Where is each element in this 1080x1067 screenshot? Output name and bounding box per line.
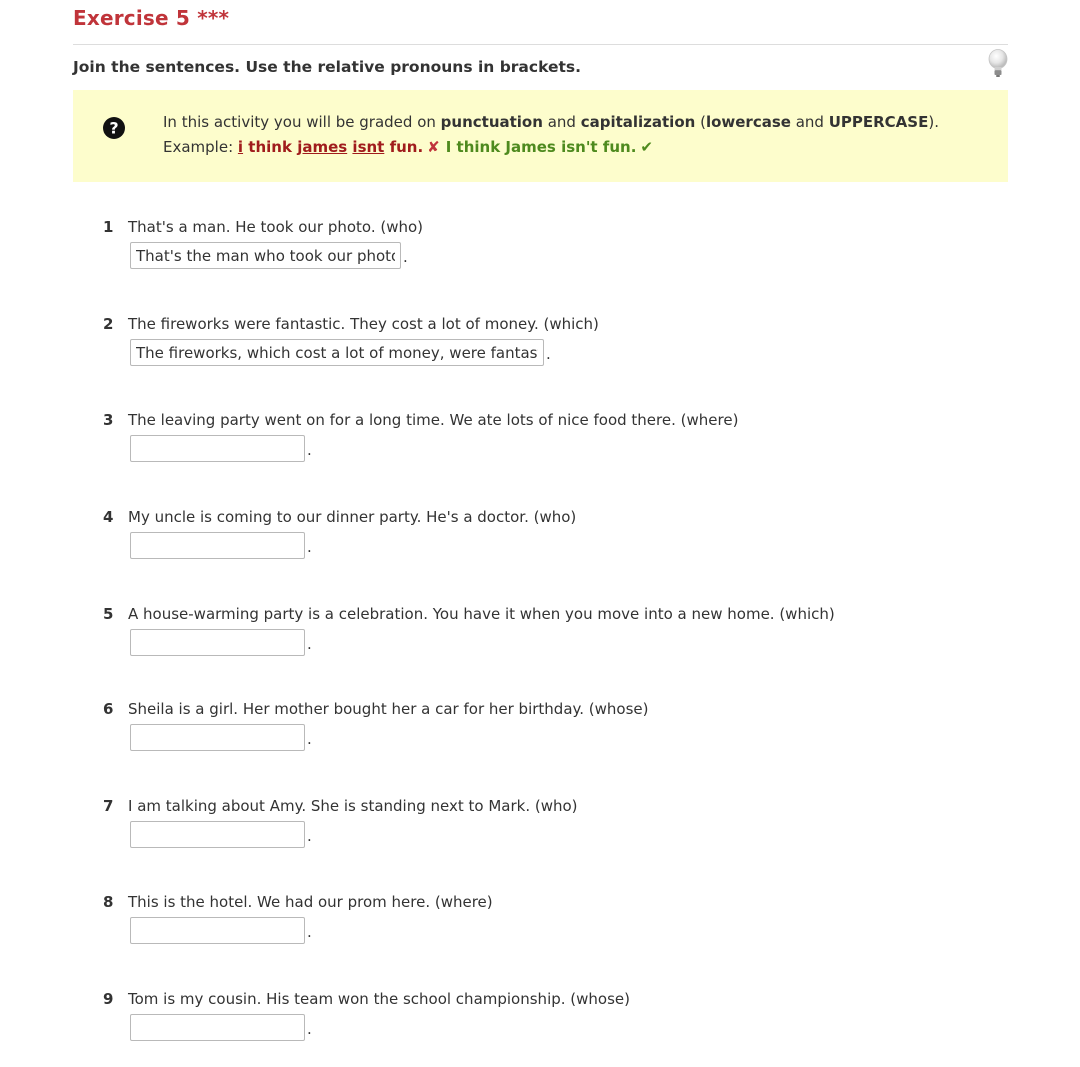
question-4	[0, 508, 1080, 588]
note-open-paren: (	[695, 113, 706, 131]
question-prompt: Sheila is a girl. Her mother bought her a car for her birthday. (whose)	[128, 700, 649, 718]
bad-example	[238, 138, 423, 156]
answer-input-6[interactable]	[130, 724, 305, 751]
answer-input-9[interactable]	[130, 1014, 305, 1041]
answer-input-2[interactable]	[130, 339, 544, 366]
answer-input-3[interactable]	[130, 435, 305, 462]
cross-icon: ✘	[427, 138, 440, 156]
question-prompt: Tom is my cousin. His team won the school championship. (whose)	[128, 990, 630, 1008]
answer-period: .	[307, 923, 312, 941]
svg-text:?: ?	[109, 118, 119, 138]
grading-note-line-1	[163, 110, 939, 135]
note-capitalization: capitalization	[580, 113, 696, 131]
answer-input-4[interactable]	[130, 532, 305, 559]
answer-period: .	[307, 441, 312, 459]
grading-note-line-2	[163, 135, 939, 160]
question-number: 6	[103, 700, 114, 718]
check-icon: ✔	[640, 138, 653, 156]
answer-period: .	[546, 345, 551, 363]
answer-period: .	[307, 635, 312, 653]
grading-note-text	[163, 110, 939, 160]
answer-period: .	[403, 248, 408, 266]
answer-period: .	[307, 827, 312, 845]
answer-input-5[interactable]	[130, 629, 305, 656]
question-2	[0, 315, 1080, 395]
question-5	[0, 605, 1080, 685]
question-8	[0, 893, 1080, 973]
note-intro: In this activity you will be graded on	[163, 113, 441, 131]
exercise-title: Exercise 5 ***	[73, 6, 230, 30]
question-number: 7	[103, 797, 114, 815]
note-punctuation: punctuation	[440, 113, 543, 131]
question-number: 4	[103, 508, 114, 526]
question-number: 3	[103, 411, 114, 429]
question-prompt: That's a man. He took our photo. (who)	[128, 218, 424, 236]
note-uppercase: UPPERCASE	[828, 113, 929, 131]
bad-word-i: i	[237, 138, 244, 156]
question-6	[0, 700, 1080, 780]
question-3	[0, 411, 1080, 491]
question-circle-icon	[102, 116, 126, 140]
example-label: Example:	[163, 138, 238, 156]
answer-input-1[interactable]	[130, 242, 401, 269]
answer-input-7[interactable]	[130, 821, 305, 848]
good-example: I think James isn't fun.	[445, 138, 637, 156]
question-number: 5	[103, 605, 114, 623]
question-prompt: The leaving party went on for a long time. We ate lots of nice food there. (where)	[128, 411, 739, 429]
note-and-2: and	[790, 113, 829, 131]
question-7	[0, 797, 1080, 877]
question-number: 1	[103, 218, 114, 236]
question-number: 2	[103, 315, 114, 333]
answer-input-8[interactable]	[130, 917, 305, 944]
question-9	[0, 990, 1080, 1067]
note-and-1: and	[542, 113, 581, 131]
answer-period: .	[307, 730, 312, 748]
question-number: 9	[103, 990, 114, 1008]
question-prompt: This is the hotel. We had our prom here. (where)	[128, 893, 493, 911]
bad-word-isnt: isnt	[352, 138, 385, 156]
question-number: 8	[103, 893, 114, 911]
lightbulb-icon[interactable]	[986, 48, 1010, 80]
bad-word-fun: fun.	[389, 138, 424, 156]
title-divider	[73, 44, 1008, 45]
question-1	[0, 218, 1080, 298]
answer-period: .	[307, 538, 312, 556]
question-prompt: I am talking about Amy. She is standing next to Mark. (who)	[128, 797, 578, 815]
grading-note	[73, 90, 1008, 182]
question-prompt: My uncle is coming to our dinner party. He's a doctor. (who)	[128, 508, 577, 526]
note-close-paren: ).	[928, 113, 939, 131]
bad-word-james: james	[297, 138, 348, 156]
bad-word-think: think	[248, 138, 292, 156]
note-lowercase: lowercase	[705, 113, 791, 131]
exercise-instructions: Join the sentences. Use the relative pronouns in brackets.	[73, 58, 582, 76]
answer-period: .	[307, 1020, 312, 1038]
question-prompt: The fireworks were fantastic. They cost a lot of money. (which)	[128, 315, 599, 333]
question-prompt: A house-warming party is a celebration. You have it when you move into a new home. (which)	[128, 605, 835, 623]
